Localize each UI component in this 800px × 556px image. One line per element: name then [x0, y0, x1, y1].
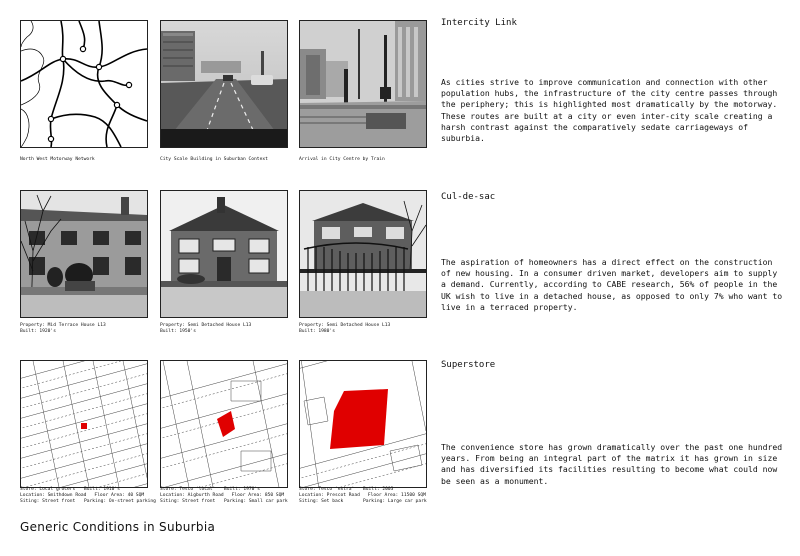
caption-arrival-by-train: [299, 157, 385, 163]
paragraph-cul-de-sac: The aspiration of homeowners has a direct effect on the construction of new housing. In a consumer driven market, developers aim to supply a demand. Currently, according to CABE research, 56% of people in the UK wish to live in a detached house, as opposed to only 7% who want to live in a terraced property.: [441, 257, 783, 312]
caption-line: Store: Local grocers: [20, 487, 76, 492]
tesco-extra-site-plan: [299, 360, 427, 488]
tesco-local-site-plan: [160, 360, 288, 488]
caption-line: Parking: Small car park: [224, 499, 288, 504]
city-centre-arrival-photo: [299, 20, 427, 148]
caption-line: Property: Semi Detached House L13: [299, 323, 391, 328]
page-title: Generic Conditions in Suburbia: [20, 520, 216, 534]
caption-semi-1980: [299, 323, 390, 335]
caption-line: Property: Mid Terrace House L13: [20, 323, 106, 328]
caption-line: Built: 2003: [363, 487, 394, 492]
heading-cul-de-sac: Cul-de-sac: [441, 192, 496, 202]
caption-line: Store: Tesco 'extra': [299, 487, 355, 492]
caption-mid-terrace: [20, 323, 106, 335]
caption-tesco-extra: [299, 487, 427, 505]
caption-line: Built: 1980's: [299, 329, 335, 334]
caption-line: Built: 1970's: [224, 487, 260, 492]
caption-line: North West Motorway Network: [20, 157, 95, 162]
store-footprint: [81, 423, 87, 429]
caption-line: Built: 1910's: [84, 487, 120, 492]
caption-line: Arrival in City Centre by Train: [299, 157, 385, 162]
terrace-house-photo: [20, 190, 148, 318]
motorway-network-map: [20, 20, 148, 148]
store-footprint: [330, 389, 388, 449]
local-grocers-site-plan: [20, 360, 148, 488]
caption-semi-1950: [160, 323, 251, 335]
caption-line: Store: Tesco 'local': [160, 487, 216, 492]
caption-line: Siting: Street front: [160, 499, 216, 504]
caption-local-grocers: [20, 487, 156, 505]
semi-detached-1950-photo: [160, 190, 288, 318]
caption-line: Parking: On-street parking: [84, 499, 156, 504]
caption-line: City Scale Building in Suburban Context: [160, 157, 268, 162]
heading-intercity-link: Intercity Link: [441, 18, 517, 28]
paragraph-intercity-link: As cities strive to improve communication and connection with other population hubs, the infrastructure of the city centre passes through the periphery; this is highlighted most dramatically by the motorway. These routes are built at a city or even inter-city scale creating a harsh contrast against the comparatively sedate carriageways of suburbia.: [441, 77, 778, 144]
caption-city-scale-building: [160, 157, 268, 163]
caption-line: Location: Smithdown Road: [20, 493, 87, 498]
caption-line: Siting: Street front: [20, 499, 76, 504]
semi-detached-1980-photo: [299, 190, 427, 318]
motorway-photo: [160, 20, 288, 148]
caption-line: Property: Semi Detached House L13: [160, 323, 252, 328]
store-footprint: [217, 411, 235, 437]
paragraph-superstore: The convenience store has grown dramatically over the past one hundred years. From being an integral part of the matrix it has grown in size and has diversified its facilities resulting to become what could now be seen as a monument.: [441, 442, 783, 486]
caption-line: Parking: Large car park: [363, 499, 427, 504]
caption-line: Built: 1920's: [20, 329, 56, 334]
caption-line: Floor Area: 11500 SQM: [367, 493, 426, 498]
caption-line: Built: 1950's: [160, 329, 196, 334]
caption-line: Location: Aigburth Road: [160, 493, 224, 498]
heading-superstore: Superstore: [441, 360, 496, 370]
caption-motorway-network: [20, 157, 95, 163]
caption-line: Siting: Set back: [299, 499, 344, 504]
caption-line: Floor Area: 850 SQM: [231, 493, 285, 498]
caption-tesco-local: [160, 487, 288, 505]
caption-line: Location: Prescot Road: [299, 493, 360, 498]
caption-line: Floor Area: 40 SQM: [94, 493, 145, 498]
